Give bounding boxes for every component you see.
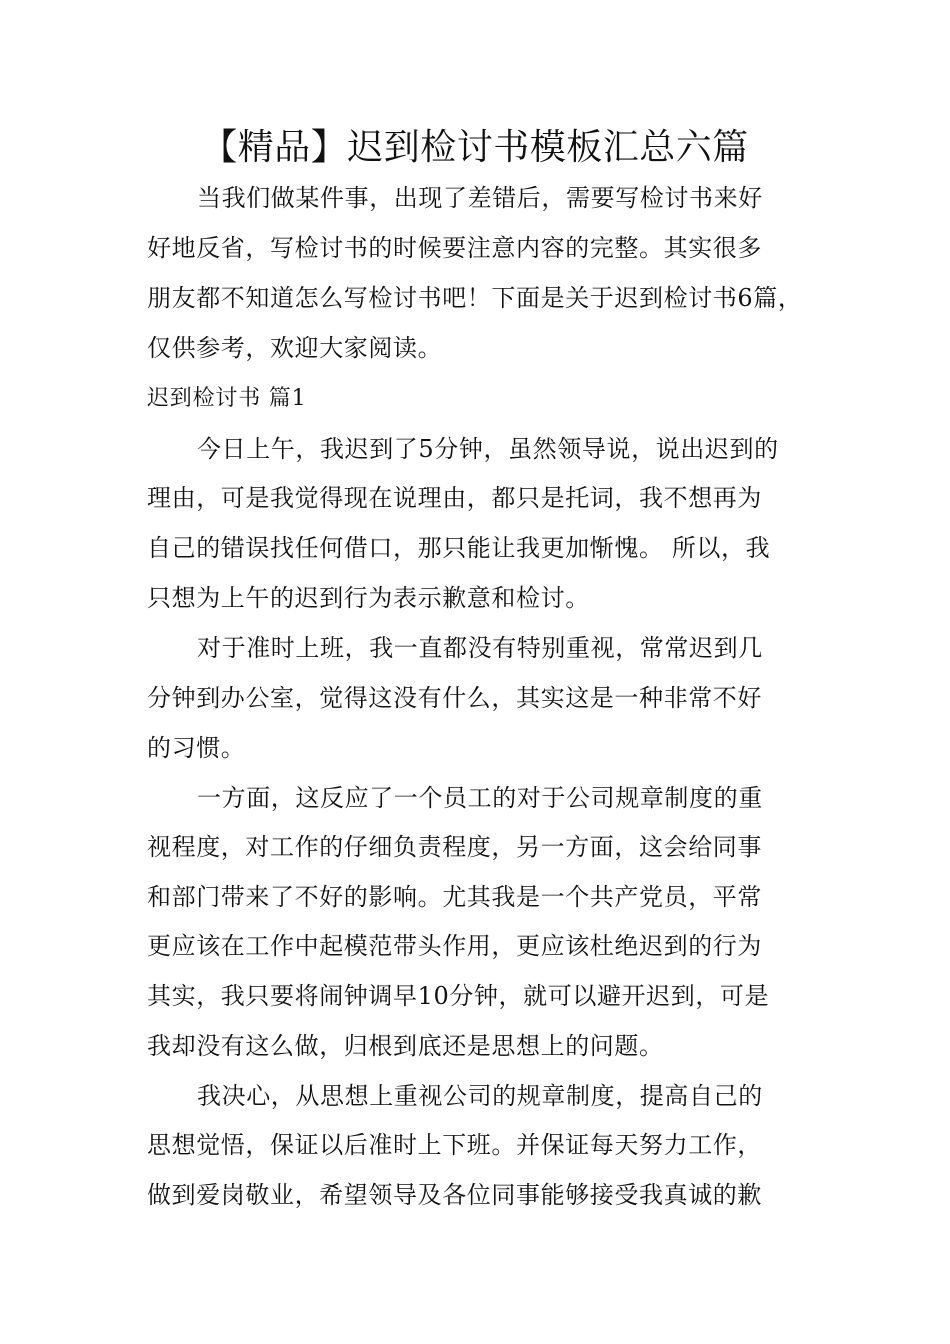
paragraph-line: 思想觉悟，保证以后准时上下班。并保证每天努力工作， [147, 1131, 762, 1159]
paragraph-line: 自己的错误找任何借口，那只能让我更加惭愧。 所以，我 [147, 534, 771, 562]
paragraph-line: 今日上午，我迟到了5分钟，虽然领导说，说出迟到的 [197, 435, 779, 463]
paragraph-line: 理由，可是我觉得现在说理由，都只是托词，我不想再为 [147, 484, 762, 512]
section-heading: 迟到检讨书 篇1 [147, 386, 307, 411]
document-title: 【精品】迟到检讨书模板汇总六篇 [201, 127, 749, 168]
paragraph-line: 和部门带来了不好的影响。尤其我是一个共产党员，平常 [147, 883, 762, 911]
paragraph-line: 对于准时上班，我一直都没有特别重视，常常迟到几 [197, 634, 763, 662]
paragraph-line: 一方面，这反应了一个员工的对于公司规章制度的重 [197, 784, 763, 812]
paragraph-line: 做到爱岗敬业，希望领导及各位同事能够接受我真诚的歉 [147, 1181, 762, 1209]
paragraph-line: 我却没有这么做，归根到底还是思想上的问题。 [147, 1032, 664, 1060]
paragraph-line: 分钟到办公室，觉得这没有什么，其实这是一种非常不好 [147, 684, 762, 712]
paragraph-line: 的习惯。 [147, 734, 246, 762]
paragraph-line: 仅供参考，欢迎大家阅读。 [147, 334, 443, 362]
paragraph-line: 我决心，从思想上重视公司的规章制度，提高自己的 [197, 1082, 763, 1110]
paragraph-line: 当我们做某件事，出现了差错后，需要写检讨书来好 [197, 184, 763, 212]
paragraph-line: 更应该在工作中起模范带头作用，更应该杜绝迟到的行为 [147, 932, 762, 960]
paragraph-line: 好地反省，写检讨书的时候要注意内容的完整。其实很多 [147, 234, 762, 262]
paragraph-line: 朋友都不知道怎么写检讨书吧！下面是关于迟到检讨书6篇， [147, 284, 803, 312]
paragraph-line: 其实，我只要将闹钟调早10分钟，就可以避开迟到，可是 [147, 982, 770, 1010]
paragraph-line: 只想为上午的迟到行为表示歉意和检讨。 [147, 584, 590, 612]
paragraph-line: 视程度，对工作的仔细负责程度，另一方面，这会给同事 [147, 833, 762, 861]
